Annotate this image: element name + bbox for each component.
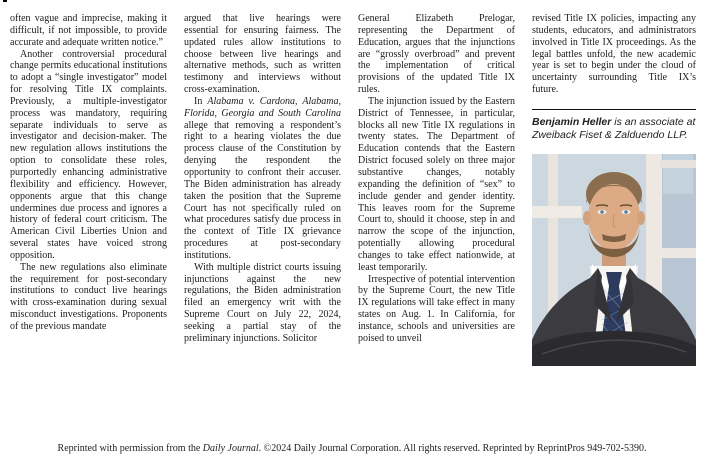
- text-segment: revised Title IX policies, impacting any students, educators, and administrators involved in Title IX proceedings. As the legal battles unfold, the new academic year is set to begin under the cloud of uncertainty surrounding Title IX’s future.: [532, 13, 696, 96]
- author-bio: [532, 116, 696, 142]
- text-segment: argued that live hearings were essential for ensuring fairness. The updated rules allow institutions to choose between live hearings and alternative methods, such as written testimony and interviews without cross-examination.: [184, 13, 341, 96]
- article-column-3: [358, 13, 515, 366]
- article-paragraph: [358, 96, 515, 274]
- text-segment: Benjamin Heller: [532, 115, 612, 128]
- text-segment: Irrespective of potential intervention by the Supreme Court, the new Title IX regulations will take effect in many states on Aug. 1. In California, for instance, schools and universities are poised to unveil: [358, 273, 515, 344]
- text-segment: . ©2024 Daily Journal Corporation. All rights reserved. Reprinted by ReprintPros 949-702-5390.: [258, 443, 647, 454]
- reprint-footer: [0, 443, 704, 455]
- text-segment: The new regulations also eliminate the requirement for post-secondary institutions to conduct live hearings with cross-examination during sexual misconduct investigations. Proponents of the previous mandate: [10, 261, 167, 332]
- text-segment: Daily Journal: [202, 443, 259, 454]
- article-column-4: [532, 13, 696, 366]
- article-column-4-text: [532, 13, 696, 96]
- text-segment: General Elizabeth Prelogar, representing the Department of Education, argues that the injunctions are “grossly overbroad” and prevent the implementation of critical provisions of the updated Title IX rules.: [358, 13, 515, 96]
- text-segment: allege that removing a respondent’s right to a hearing violates the due process clause of the Constitution by denying the respondent the opportunity to confront their accuser. The Biden administration has already taken the position that the Supreme Court has not specifically ruled on what procedures satisfy due process in the context of Title IX grievance procedures at post-secondary institutions.: [184, 119, 341, 261]
- print-artifact: [3, 0, 7, 2]
- article-paragraph: [10, 13, 167, 49]
- author-photo-image: [532, 154, 696, 366]
- article-paragraph: [184, 96, 341, 262]
- author-photo: [532, 154, 696, 366]
- article-columns: [10, 13, 696, 366]
- article-paragraph: [358, 13, 515, 96]
- text-segment: is an associate at Zweiback Fiset & Zalduendo LLP.: [532, 115, 696, 141]
- bio-divider: [532, 109, 696, 110]
- text-segment: In: [194, 95, 208, 107]
- article-paragraph: [184, 13, 341, 96]
- text-segment: Reprinted with permission from the: [57, 443, 203, 454]
- article-paragraph: [532, 13, 696, 96]
- text-segment: The injunction issued by the Eastern District of Tennessee, in particular, blocks all new Title IX regulations in twenty states. The Department of Education contends that the Eastern District focused solely on three major substantive changes, notably expanding the definition of “sex” to include gender and gender identity. This leaves room for the Supreme Court to, should it choose, step in and narrow the scope of the injunction, potentially allowing procedural changes to take effect nationwide, at least temporarily.: [358, 95, 515, 273]
- article-paragraph: [10, 49, 167, 262]
- article-paragraph: [358, 274, 515, 345]
- text-segment: Alabama v. Cardona, Alabama, Florida, Georgia and South Carolina: [184, 95, 341, 119]
- article-paragraph: [184, 262, 341, 345]
- article-column-1: [10, 13, 167, 366]
- text-segment: Another controversial procedural change permits educational institutions to adopt a “single investigator” model for resolving Title IX complaints. Previously, a multiple-investigator process was mandatory, requiring separate individuals to serve as investigator and decision-maker. The new regulation allows institutions the option to consolidate these roles, purportedly enhancing administrative flexibility and efficiency. However, opponents argue that this change undermines due process and ignores a history of federal court criticism. The American Civil Liberties Union and several states have voiced strong opposition.: [10, 48, 167, 261]
- text-segment: often vague and imprecise, making it difficult, if not impossible, to provide accurate and adequate written notice.”: [10, 13, 167, 48]
- text-segment: With multiple district courts issuing injunctions against the new regulations, the Biden administration filed an emergency writ with the Supreme Court on July 22, 2024, seeking a partial stay of the preliminary injunctions. Solicitor: [184, 261, 341, 344]
- article-paragraph: [10, 262, 167, 333]
- article-column-2: [184, 13, 341, 366]
